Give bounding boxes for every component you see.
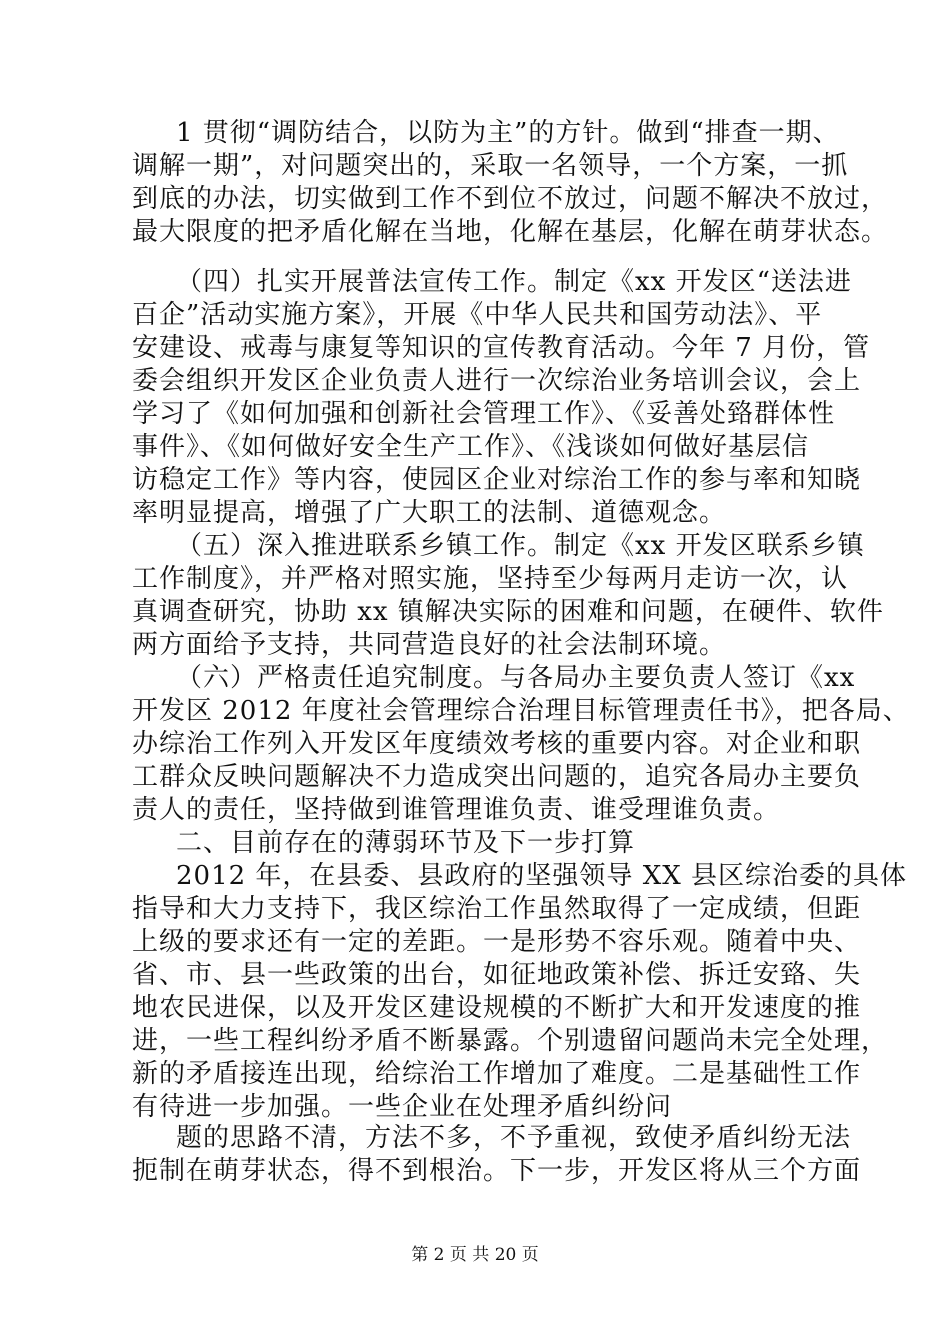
text-line: （四）扎实开展普法宣传工作。制定《xx 开发区“送法进 [176, 267, 852, 297]
text-line: 调解一期”，对问题突出的，采取一名领导，一个方案，一抓 [132, 151, 849, 181]
text-line: 安建设、戒毒与康复等知识的宣传教育活动。今年 7 月份，管 [132, 333, 871, 363]
text-line: 题的思路不清，方法不多，不予重视，致使矛盾纠纷无法 [176, 1123, 852, 1153]
text-line: 最大限度的把矛盾化解在当地，化解在基层，化解在萌芽状态。 [132, 217, 889, 247]
section-heading: 二、目前存在的薄弱环节及下一步打算 [176, 828, 636, 858]
text-line: 地农民进保，以及开发区建设规模的不断扩大和开发速度的推 [132, 993, 862, 1023]
text-line: 指导和大力支持下，我区综治工作虽然取得了一定成绩，但距 [132, 894, 862, 924]
text-line: 1 贯彻“调防结合，以防为主”的方针。做到“排查一期、 [176, 118, 840, 148]
text-line: 扼制在萌芽状态，得不到根治。下一步，开发区将从三个方面 [132, 1156, 862, 1186]
text-line: 有待进一步加强。一些企业在处理矛盾纠纷问 [132, 1092, 673, 1122]
text-line: 上级的要求还有一定的差距。一是形势不容乐观。随着中央、 [132, 927, 862, 957]
text-line: 百企”活动实施方案》，开展《中华人民共和国劳动法》、平 [132, 300, 823, 330]
text-line: 进，一些工程纠纷矛盾不断暴露。个别遗留问题尚未完全处理， [132, 1026, 889, 1056]
text-line: 新的矛盾接连出现，给综治工作增加了难度。二是基础性工作 [132, 1059, 862, 1089]
text-line: 两方面给予支持，共同营造良好的社会法制环境。 [132, 630, 727, 660]
text-line: 省、市、县一些政策的出台，如征地政策补偿、拆迁安臵、失 [132, 960, 862, 990]
text-line: 工群众反映问题解决不力造成突出问题的，追究各局办主要负 [132, 762, 862, 792]
text-line: （五）深入推进联系乡镇工作。制定《xx 开发区联系乡镇 [176, 531, 865, 561]
text-line: 开发区 2012 年度社会管理综合治理目标管理责任书》，把各局、 [132, 696, 910, 726]
text-line: （六）严格责任追究制度。与各局办主要负责人签订《xx [176, 663, 856, 693]
text-line: 责人的责任，坚持做到谁管理谁负责、谁受理谁负责。 [132, 795, 781, 825]
text-line: 到底的办法，切实做到工作不到位不放过，问题不解决不放过， [132, 184, 889, 214]
text-line: 学习了《如何加强和创新社会管理工作》、《妥善处臵群体性 [132, 399, 836, 429]
text-line: 访稳定工作》等内容，使园区企业对综治工作的参与率和知晓 [132, 465, 862, 495]
text-line: 事件》、《如何做好安全生产工作》、《浅谈如何做好基层信 [132, 432, 810, 462]
text-line: 委会组织开发区企业负责人进行一次综治业务培训会议，会上 [132, 366, 862, 396]
text-line: 率明显提高，增强了广大职工的法制、道德观念。 [132, 498, 727, 528]
text-line: 真调查研究，协助 xx 镇解决实际的困难和问题，在硬件、软件 [132, 597, 884, 627]
text-line: 办综治工作列入开发区年度绩效考核的重要内容。对企业和职 [132, 729, 862, 759]
text-line: 工作制度》，并严格对照实施，坚持至少每两月走访一次，认 [132, 564, 849, 594]
text-line: 2012 年，在县委、县政府的坚强领导 XX 县区综治委的具体 [176, 861, 907, 891]
page-number-footer: 第 2 页 共 20 页 [411, 1245, 539, 1265]
